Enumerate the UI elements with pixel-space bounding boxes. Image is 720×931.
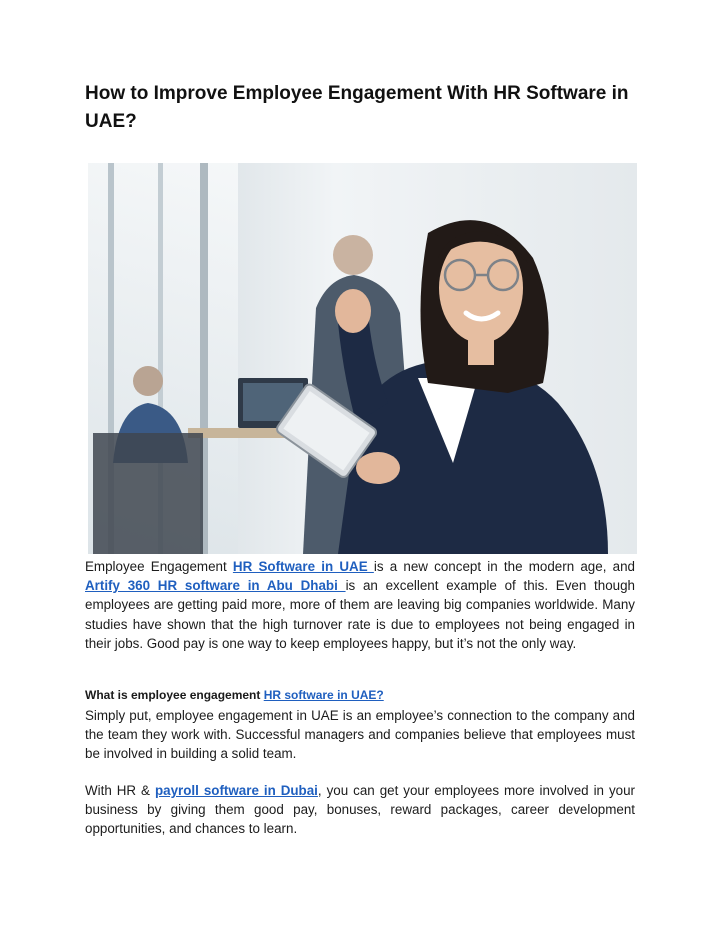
- office-woman-illustration: [88, 163, 637, 554]
- link-hr-software-uae[interactable]: HR Software in UAE: [232, 559, 374, 574]
- subheading-text: What is employee engagement: [85, 688, 264, 702]
- article-title: How to Improve Employee Engagement With HR Software in UAE?: [85, 83, 629, 132]
- hero-photo: [88, 163, 637, 554]
- paragraph-intro: [85, 557, 635, 653]
- link-artify-360-abu-dhabi[interactable]: Artify 360 HR software in Abu Dhabi: [85, 578, 346, 594]
- paragraph-payroll: [85, 781, 635, 839]
- payroll-text-1: With HR &: [85, 783, 155, 798]
- intro-text-3: is an excellent example of this. Even though employees are getting paid more, more of them are leaving big companies worldwide. Many studies have shown that the high turnover rate is due to employees not being engaged in their jobs. Good pay is one way to keep employees happy, but it’s not the only way.: [85, 578, 636, 651]
- paragraph-definition: Simply put, employee engagement in UAE is an employee’s connection to the company and the team they work with. Successful managers and companies believe that employees must be involved in building a solid team.: [85, 708, 635, 762]
- payroll-text-2: , you can get your employees more involved in your business by giving them good pay, bonuses, reward packages, career development opportunities, and chances to learn.: [85, 783, 636, 837]
- section-subheading: [85, 688, 635, 702]
- link-hr-software-uae-subheading[interactable]: HR software in UAE?: [263, 688, 384, 702]
- intro-text-2: is a new concept in the modern age, and: [373, 559, 635, 574]
- intro-text-1: Employee Engagement: [85, 559, 233, 574]
- link-payroll-software-dubai[interactable]: payroll software in Dubai: [154, 783, 318, 798]
